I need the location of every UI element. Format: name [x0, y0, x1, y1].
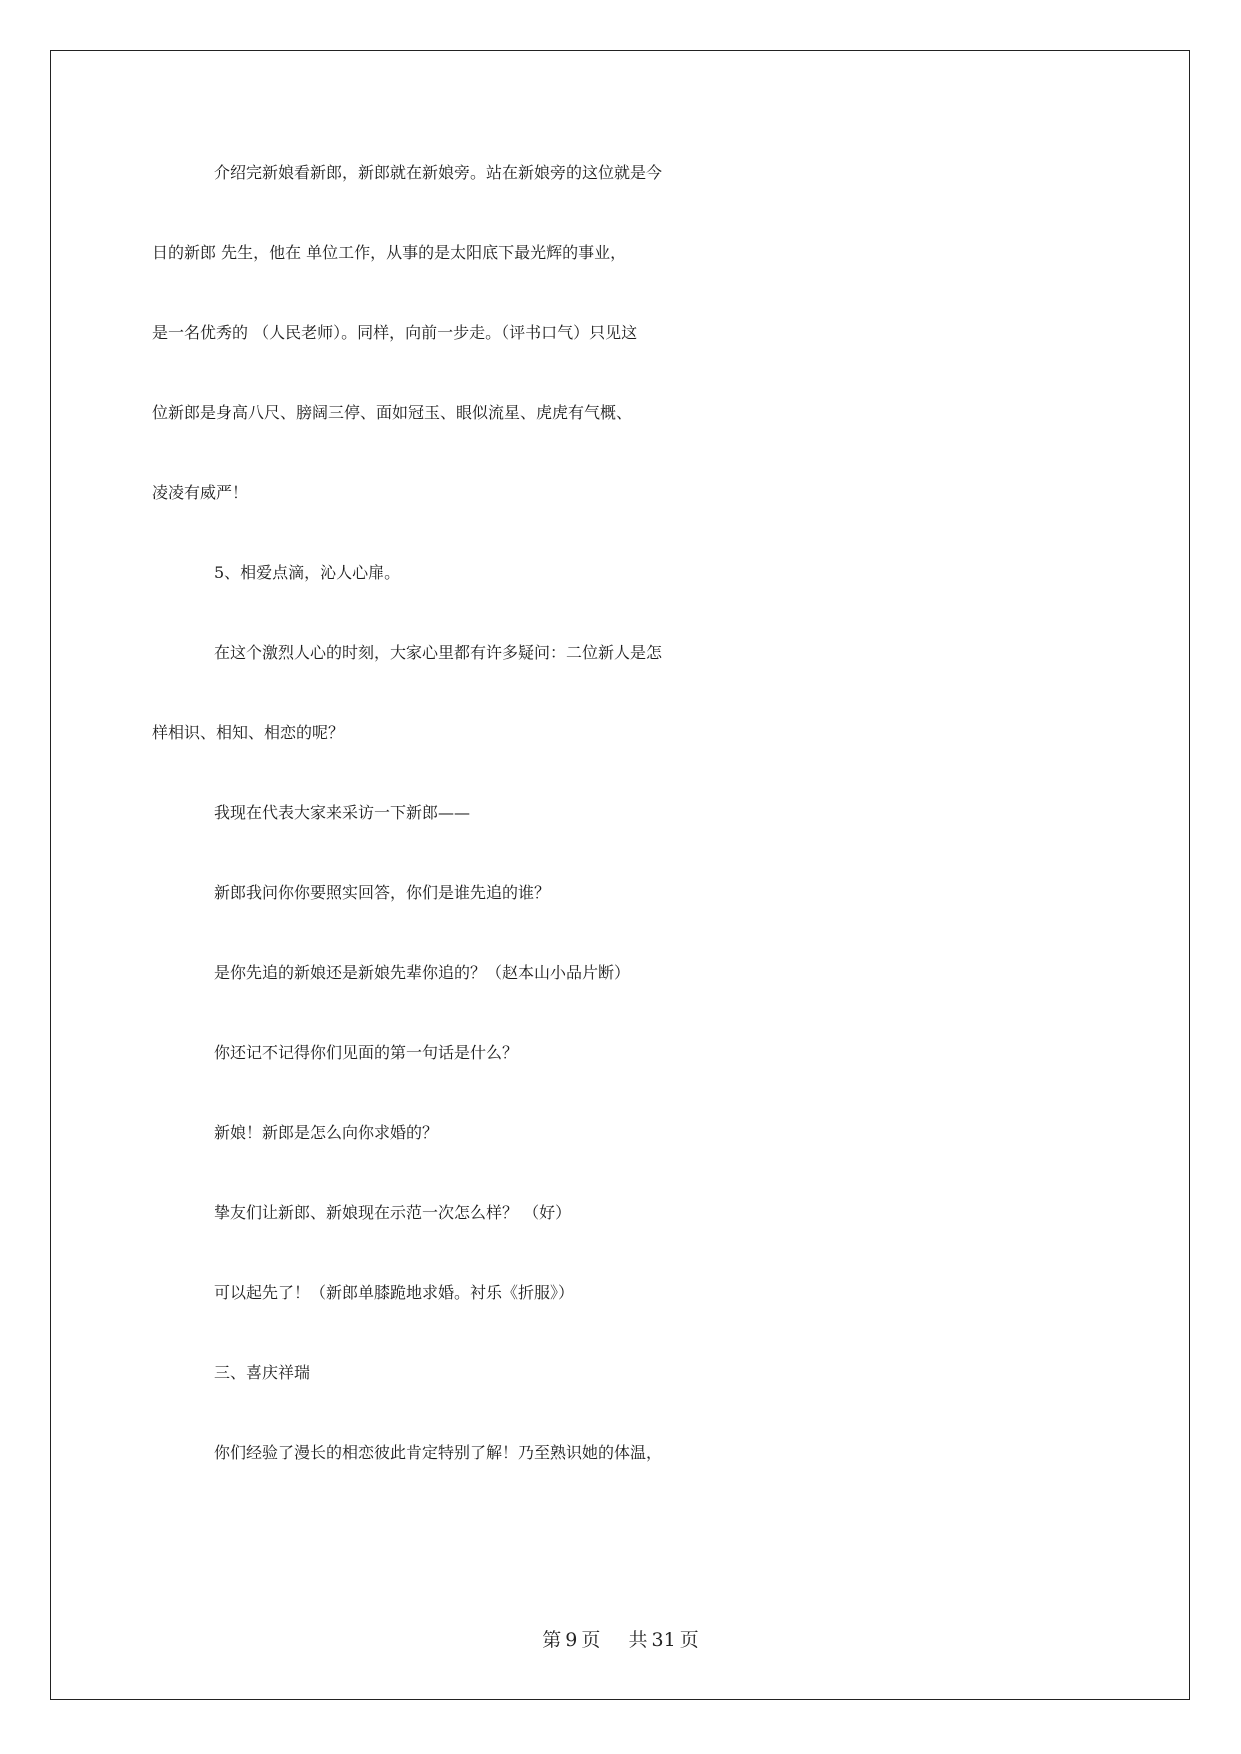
total-pages: 31 [651, 1629, 676, 1651]
text-line: 介绍完新娘看新郎，新郎就在新娘旁。站在新娘旁的这位就是今 [214, 163, 663, 182]
section-heading: 5、相爱点滴，沁人心扉。 [214, 563, 401, 582]
document-body [152, 160, 1092, 1520]
text-line: 样相识、相知、相恋的呢？ [152, 723, 345, 742]
total-label-suffix: 页 [679, 1629, 699, 1651]
text-line: 挚友们让新郎、新娘现在示范一次怎么样？ （好） [214, 1203, 572, 1222]
page-footer [0, 1625, 1241, 1652]
page-number: 9 [565, 1629, 578, 1651]
text-line: 日的新郎 先生，他在 单位工作，从事的是太阳底下最光辉的事业， [152, 243, 627, 262]
text-line: 你还记不记得你们见面的第一句话是什么？ [214, 1043, 519, 1062]
text-line: 是你先追的新娘还是新娘先辈你追的？（赵本山小品片断） [214, 963, 631, 982]
text-line: 可以起先了！（新郎单膝跪地求婚。衬乐《折服》） [214, 1283, 575, 1302]
text-line: 在这个激烈人心的时刻，大家心里都有许多疑问：二位新人是怎 [214, 643, 663, 662]
text-line: 你们经验了漫长的相恋彼此肯定特别了解！乃至熟识她的体温， [214, 1443, 663, 1462]
total-label-prefix: 共 [628, 1629, 648, 1651]
section-heading: 三、喜庆祥瑞 [214, 1363, 311, 1382]
text-line: 新郎我问你你要照实回答，你们是谁先追的谁？ [214, 883, 551, 902]
page-label-suffix: 页 [581, 1629, 601, 1651]
page-label-prefix: 第 [542, 1629, 562, 1651]
text-line: 位新郎是身高八尺、膀阔三停、面如冠玉、眼似流星、虎虎有气概、 [152, 403, 633, 422]
text-line: 是一名优秀的 （人民老师）。同样，向前一步走。（评书口气）只见这 [152, 323, 638, 342]
text-line: 凌凌有威严！ [152, 483, 249, 502]
text-line: 我现在代表大家来采访一下新郎—— [214, 803, 471, 822]
text-line: 新娘！新郎是怎么向你求婚的？ [214, 1123, 439, 1142]
